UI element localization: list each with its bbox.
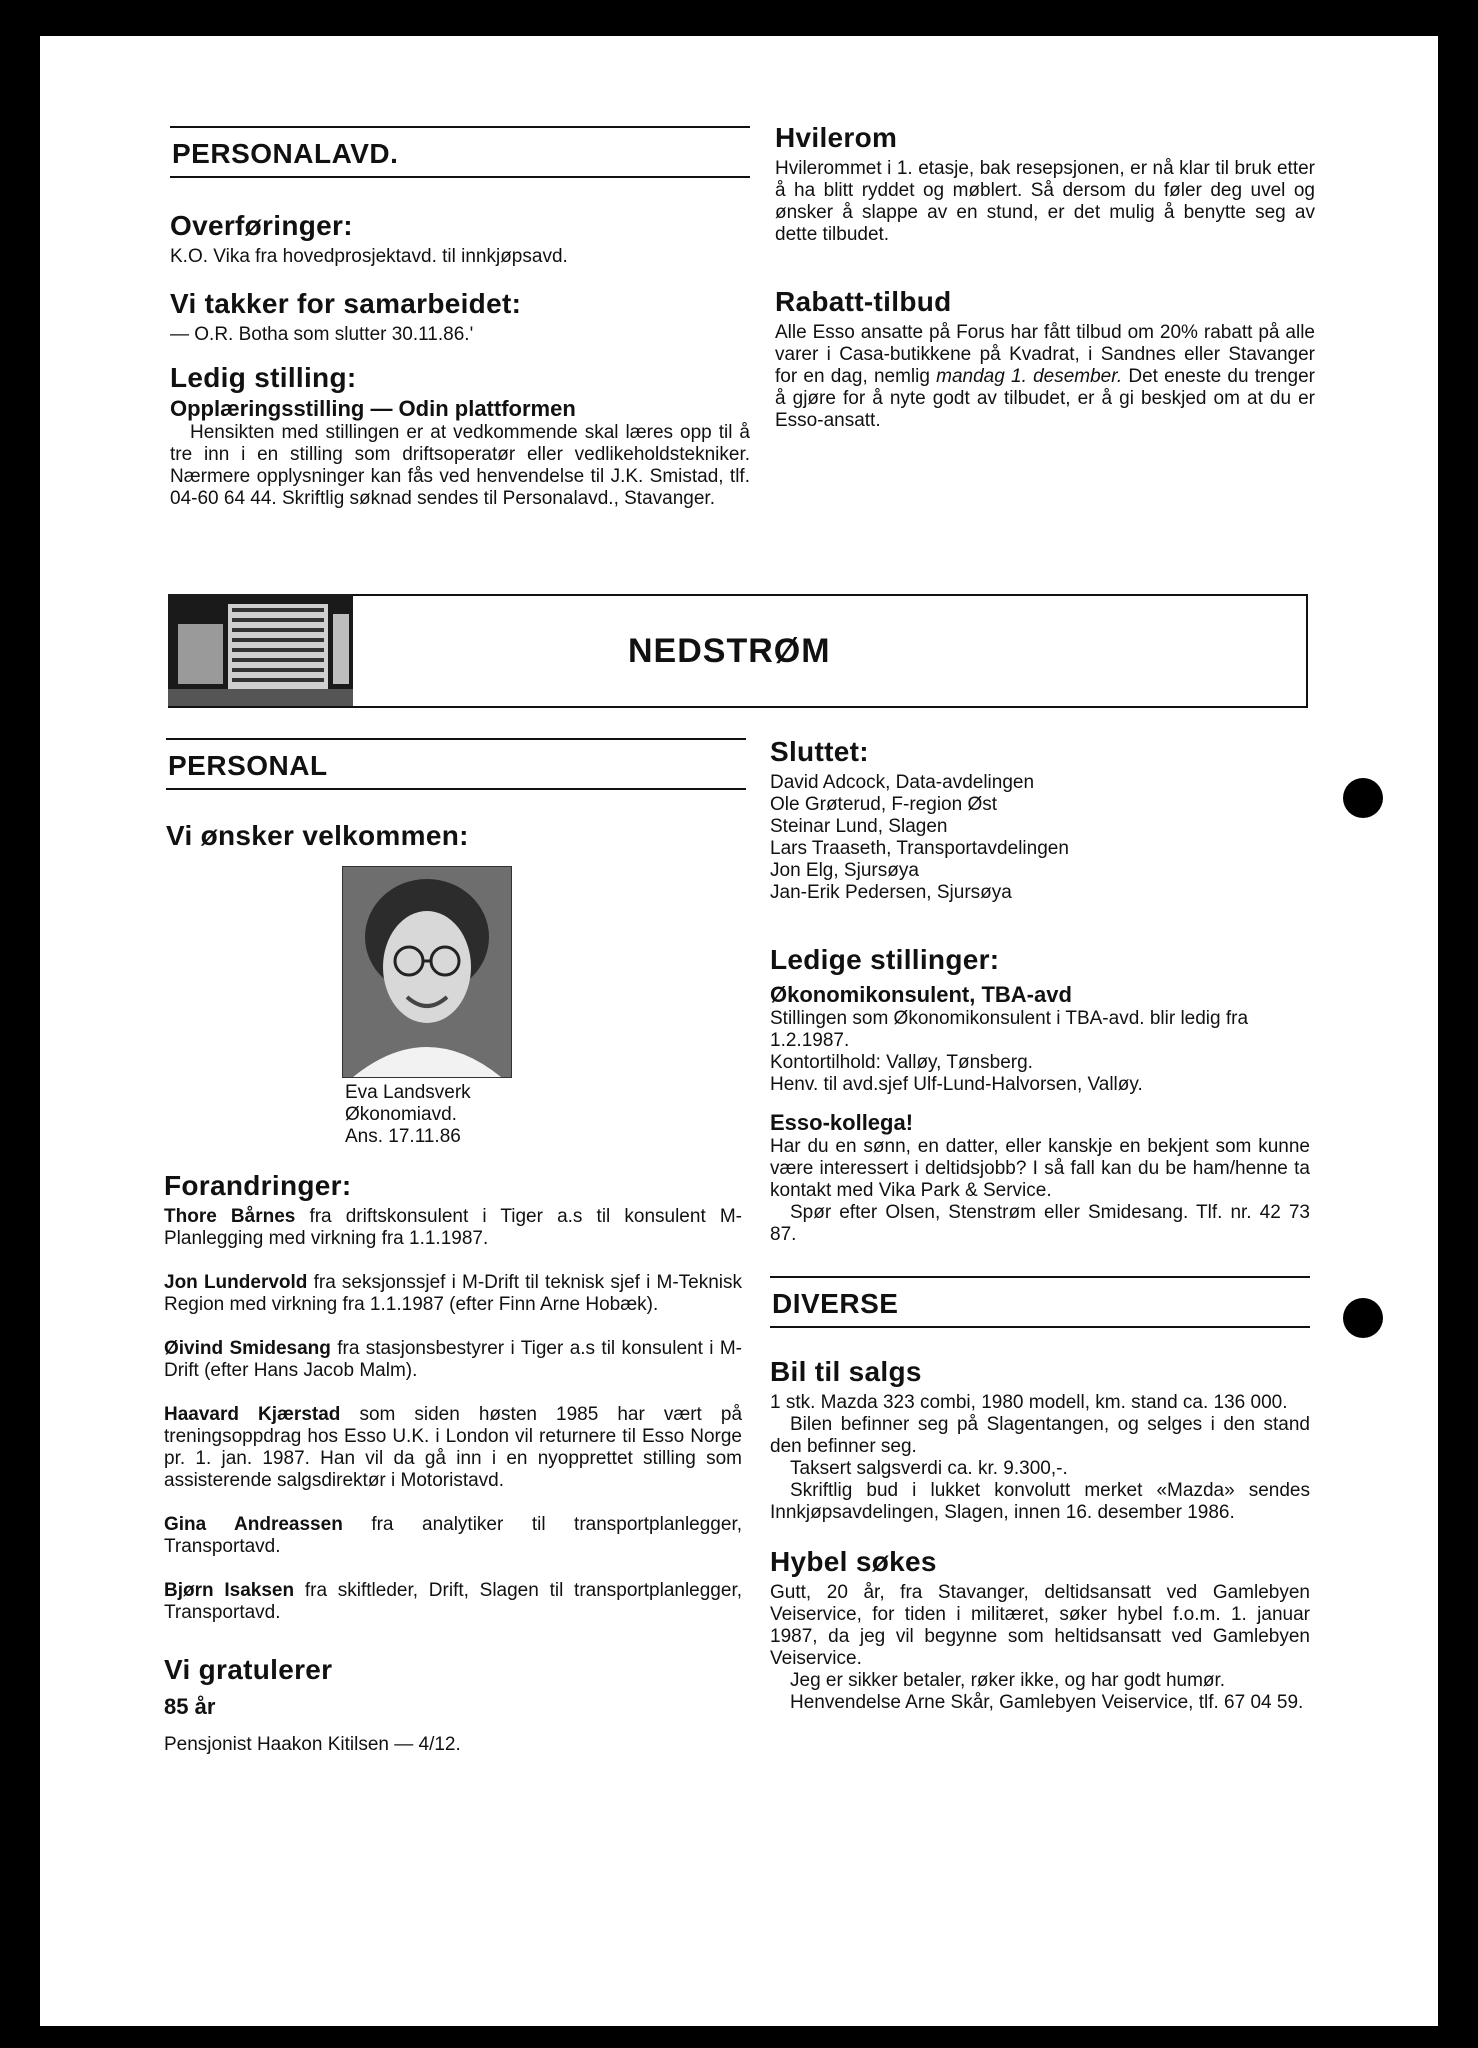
vacancy-title: Økonomikonsulent, TBA-avd [770,982,1072,1007]
change-item [164,1580,742,1624]
quit-list-item: Lars Traaseth, Transportavdelingen [770,838,1069,859]
nedstrom-banner [168,594,1308,706]
welcome-heading: Vi ønsker velkommen: [166,820,469,851]
esso-colleague-contact: Spør efter Olsen, Stenstrøm eller Smidesang. Tlf. nr. 42 73 87. [770,1202,1310,1245]
change-text: fra stasjonsbestyrer i Tiger a.s til konsulent i M-Drift (efter Hans Jacob Malm). [164,1338,742,1381]
room-line: Henvendelse Arne Skår, Gamlebyen Veiservice, tlf. 67 04 59. [790,1692,1304,1713]
punch-hole-marker [1343,1298,1383,1338]
caption-date: Ans. 17.11.86 [345,1126,461,1147]
diverse-section-title: DIVERSE [770,1276,1310,1328]
discount-text-part-2: Det eneste du trenger å gjøre for å nyte godt av tilbudet, er å gi beskjed om at du er Esso-ansatt. [775,366,1315,431]
vacancy-line: Kontortilhold: Valløy, Tønsberg. [770,1052,1033,1073]
car-for-sale-heading: Bil til salgs [770,1356,922,1387]
congrats-heading: Vi gratulerer [164,1654,333,1685]
quit-list-item: Jan-Erik Pedersen, Sjursøya [770,882,1012,903]
rest-heading: Hvilerom [775,122,898,153]
change-text: som siden høsten 1985 har vært på treningsoppdrag hos Esso U.K. i London vil returnere til Esso Norge pr. 1. jan. 1987. Han vil da gå inn i en nyopprettet stilling som assisterende salgsdirektør i Motoristavd. [164,1404,743,1491]
change-item [164,1514,742,1558]
change-item [164,1206,742,1250]
discount-text-part-1: Alle Esso ansatte på Forus har fått tilbud om 20% rabatt på alle varer i Casa-butikkene på Kvadrat, i Sandnes eller Stavanger for en dag, nemlig [775,322,1315,387]
right-top-column [775,122,1315,432]
change-item [164,1404,742,1492]
quit-list-item: Ole Grøterud, F-region Øst [770,794,998,815]
personal-section-title: PERSONAL [166,738,746,790]
change-name: Jon Lundervold [164,1272,308,1293]
car-line: Taksert salgsverdi ca. kr. 9.300,-. [790,1458,1068,1479]
car-line: Skriftlig bud i lukket konvolutt merket «Mazda» sendes Innkjøpsavdelingen, Slagen, innen 16. desember 1986. [770,1480,1310,1523]
thanks-text: — O.R. Botha som slutter 30.11.86.' [170,324,474,345]
change-text: fra driftskonsulent i Tiger a.s til konsulent M-Planlegging med virkning fra 1.1.1987. [164,1206,742,1249]
quit-heading: Sluttet: [770,736,869,767]
banner-title: NEDSTRØM [628,632,831,670]
thanks-heading: Vi takker for samarbeidet: [170,288,522,319]
change-name: Thore Bårnes [164,1206,296,1227]
transfers-text: K.O. Vika fra hovedprosjektavd. til innkjøpsavd. [170,246,568,267]
room-line: Gutt, 20 år, fra Stavanger, deltidsansatt ved Gamlebyen Veiservice, for tiden i militæret, søker hybel f.o.m. 1. januar 1987, da jeg vil begynne som heltidsansatt ved Gamlebyen Veiservice. [770,1582,1310,1669]
vacancy-line: Henv. til avd.sjef Ulf-Lund-Halvorsen, Valløy. [770,1074,1143,1095]
caption-name: Eva Landsverk [345,1082,471,1103]
vacancy-line: Stillingen som Økonomikonsulent i TBA-avd. blir ledig fra 1.2.1987. [770,1008,1249,1051]
quit-list-item: Steinar Lund, Slagen [770,816,948,837]
left-bottom-column [166,738,746,852]
rest-text: Hvilerommet i 1. etasje, bak resepsjonen, er nå klar til bruk etter å ha blitt ryddet og møblert. Så dersom du føler deg uvel og ønsker å slappe av en stund, er det mulig å benytte seg av dette tilbudet. [775,158,1315,245]
change-item [164,1338,742,1382]
change-text: fra seksjonssjef i M-Drift til teknisk sjef i M-Teknisk Region med virkning fra 1.1.1987 (efter Finn Arne Hobæk). [164,1272,743,1315]
discount-text [775,322,1315,432]
punch-hole-marker [1343,778,1383,818]
right-bottom-column [770,736,1310,1714]
change-item [164,1272,742,1316]
quit-list-item: David Adcock, Data-avdelingen [770,772,1035,793]
transfers-heading: Overføringer: [170,210,353,241]
discount-heading: Rabatt-tilbud [775,286,952,317]
change-text: fra skiftleder, Drift, Slagen til transportplanlegger, Transportavd. [164,1580,743,1623]
room-line: Jeg er sikker betaler, røker ikke, og har godt humør. [790,1670,1226,1691]
change-name: Øivind Smidesang [164,1338,331,1359]
vacancy-text: Hensikten med stillingen er at vedkommende skal læres opp til å tre inn i en stilling som driftsoperatør eller vedlikeholdstekniker. Nærmere opplysninger kan fås ved henvendelse til J.K. Smistad, tlf. 04-60 64 44. Skriftlig søknad sendes til Personalavd., Stavanger. [170,422,750,509]
room-wanted-heading: Hybel søkes [770,1546,937,1577]
change-name: Haavard Kjærstad [164,1404,341,1425]
change-name: Bjørn Isaksen [164,1580,295,1601]
change-text: fra analytiker til transportplanlegger, Transportavd. [164,1514,742,1557]
vacancies-heading: Ledige stillinger: [770,944,1000,975]
left-top-column [170,126,750,510]
car-line: Bilen befinner seg på Slagentangen, og selges i den stand den befinner seg. [770,1414,1310,1457]
vacancy-heading: Ledig stilling: [170,362,357,393]
document-page [40,36,1438,2026]
personalavd-section-title: PERSONALAVD. [170,126,750,178]
changes-heading: Forandringer: [164,1170,352,1201]
change-name: Gina Andreassen [164,1514,343,1535]
portrait-photo [342,866,512,1078]
esso-colleague-heading: Esso-kollega! [770,1110,914,1135]
changes-section [164,1170,742,1756]
congrats-age: 85 år [164,1694,216,1719]
quit-list-item: Jon Elg, Sjursøya [770,860,919,881]
congrats-text: Pensjonist Haakon Kitilsen — 4/12. [164,1734,461,1755]
portrait-caption [345,1082,605,1148]
esso-colleague-text: Har du en sønn, en datter, eller kanskje en bekjent som kunne være interessert i deltidsjobb? I så fall kan du be ham/henne ta kontakt med Vika Park & Service. [770,1136,1310,1201]
vacancy-subheading: Opplæringsstilling — Odin plattformen [170,396,576,421]
car-line: 1 stk. Mazda 323 combi, 1980 modell, km. stand ca. 136 000. [770,1392,1288,1413]
caption-dept: Økonomiavd. [345,1104,457,1125]
discount-date: mandag 1. desember. [936,366,1123,387]
building-photo [168,594,353,706]
